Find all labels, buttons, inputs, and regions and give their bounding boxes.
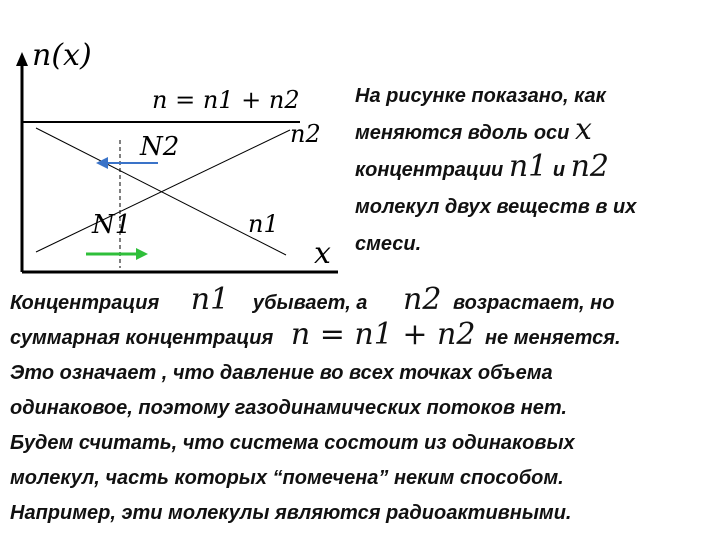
side-line-5: смеси. [355, 233, 422, 255]
body-n1: n1 [190, 282, 230, 317]
body-line-4: одинаковое, поэтому газодинамических потоков нет. [10, 397, 567, 419]
side-description [355, 78, 700, 263]
body-line-6: молекул, часть которых “помечена” неким способом. [10, 467, 564, 489]
n1-line-label: n1 [248, 210, 279, 238]
N2-label: N2 [140, 132, 180, 162]
sum-label: n = n1 + n2 [152, 86, 300, 114]
body-line-1: Концентрация n1 убывает, а n2 возрастает, но [10, 282, 615, 317]
side-line-3: концентрации n1 и n2 [355, 149, 610, 184]
side-line-4: молекул двух веществ в их [355, 196, 637, 218]
side-line-2: меняются вдоль оси x [355, 112, 592, 147]
green-arrow-head [136, 248, 148, 260]
body-line-2: суммарная концентрация n = n1 + n2 не меняется. [10, 317, 621, 352]
n2-line-label: n2 [290, 120, 321, 148]
body-line-3: Это означает , что давление во всех точках объема [10, 362, 553, 384]
n1-var: n1 [508, 149, 548, 184]
n2-var: n2 [570, 149, 610, 184]
side-line-1: На рисунке показано, как [355, 85, 606, 107]
body-text [10, 282, 710, 531]
body-line-7: Например, эти молекулы являются радиоактивными. [10, 502, 572, 524]
blue-arrow-head [96, 157, 108, 169]
body-sum-eq: n = n1 + n2 [290, 317, 476, 352]
y-axis-arrowhead [16, 52, 28, 66]
y-axis-label: n(x) [32, 38, 92, 73]
x-axis-label: x [314, 236, 331, 271]
x-var: x [574, 112, 592, 147]
N1-label: N1 [92, 210, 132, 240]
body-n2: n2 [403, 282, 442, 317]
body-line-5: Будем считать, что система состоит из одинаковых [10, 432, 575, 454]
